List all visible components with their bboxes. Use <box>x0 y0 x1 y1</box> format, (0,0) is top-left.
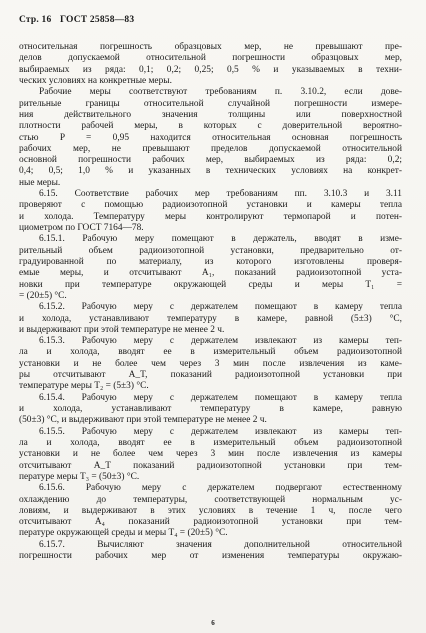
text-line: 6.15.5. Рабочую меру с держателем извлекают из камеры теп- <box>39 426 402 437</box>
text-line: 0,4; 0,5; 1,0 % и указанных в технических условиях на конкрет- <box>19 166 402 177</box>
text-line: = (20±5) °С. <box>19 290 67 301</box>
text-line: выбираемых из ряда: 0,1; 0,2; 0,25; 0,5 % и указываемых в техни- <box>19 64 402 75</box>
text-line: и холода, устанавливают температуру в камере, равной (5±3) °С, <box>19 313 402 324</box>
text-line: относительная погрешность образцовых мер, не превышают пре- <box>19 42 402 52</box>
page-footer-marker: 6 <box>211 619 215 627</box>
text-line: 6.15. Соответствие рабочих мер требованиям пп. 3.10.3 и 3.11 <box>39 189 402 200</box>
text-line: ческих условиях на конкретные меры. <box>19 75 172 86</box>
text-line: (50±3) °С, и выдерживают при этой температуре не менее 2 ч. <box>19 415 267 426</box>
text-line: отсчитывают A₄ показаний радиоизотопной установки при тем- <box>19 517 402 528</box>
text-line: новки при температуре окружающей среды и меры T₁ = <box>19 279 402 290</box>
text-line: рительные границы относительной случайной погрешности измере- <box>19 98 402 109</box>
text-line: ла и холода, вводят ее в измерительный объем радиоизотопной <box>19 347 402 358</box>
page-header <box>19 16 134 26</box>
text-line: 6.15.1. Рабочую меру помещают в держатель, вводят в изме- <box>39 234 402 245</box>
body-text <box>19 42 402 562</box>
text-line: установки и не более чем через 3 мин после извлечения из камеры <box>19 449 402 460</box>
text-line: ры отсчитывают A_T, показаний радиоизотопной установки при <box>19 370 402 381</box>
text-line: ла и холода, вводят ее в измерительный объем радиоизотопной <box>19 437 402 448</box>
text-line: стью P = 0,95 находится относительная основная погрешность <box>19 132 402 143</box>
text-line: температуре меры T₂ = (5±3) °С. <box>19 381 149 392</box>
text-line: Рабочие меры соответствуют требованиям п. 3.10.2, если дове- <box>39 87 402 98</box>
page-number-label: Стр. 16 <box>19 15 52 25</box>
text-line: 6.15.4. Рабочую меру с держателем помещают в камеру тепла <box>39 392 402 403</box>
text-line: 6.15.7. Вычисляют значения дополнительной относительной <box>39 539 402 550</box>
text-line: основной погрешности рабочих мер, выбираемых из ряда: 0,2; <box>19 155 402 166</box>
text-line: ловиям, и выдерживают в этих условиях в течение 1 ч, после чего <box>19 505 402 516</box>
text-line: ния действительного значения толщины или поверхностной <box>19 109 402 120</box>
text-line: пературе окружающей среды и меры T₄ = (20±5) °С. <box>19 528 228 539</box>
text-line: отсчитывают A_T показаний радиоизотопной установки при тем- <box>19 460 402 471</box>
text-line: градуированной по материалу, из которого изготовлены проверя- <box>19 256 402 267</box>
standard-designation: ГОСТ 25858—83 <box>60 15 135 25</box>
text-line: проверяют с помощью радиоизотопной установки и камеры тепла <box>19 200 402 211</box>
text-line: и холода, устанавливают температуру в камере, равную <box>19 404 402 414</box>
text-line: пературе меры T₃ = (50±3) °С. <box>19 471 140 482</box>
text-line: охлаждению до температуры, соответствующей нормальным ус- <box>19 494 402 505</box>
text-line: делов допускаемой относительной погрешности образцовых мер, <box>19 53 402 64</box>
text-line: 6.15.3. Рабочую меру с держателем извлекают из камеры теп- <box>39 336 402 347</box>
text-line: ные меры. <box>19 177 61 188</box>
text-line: погрешности рабочих мер от изменения температуры окружаю- <box>19 551 402 562</box>
text-line: 6.15.2. Рабочую меру с держателем помещают в камеру тепла <box>39 302 402 313</box>
text-line: 6.15.6. Рабочую меру с держателем подвергают естественному <box>39 483 402 494</box>
text-line: рабочих мер, не превышают пределов допускаемой относительной <box>19 143 402 154</box>
text-line: плотности рабочей меры, в которых с доверительной вероятно- <box>19 121 402 132</box>
text-line: циометром по ГОСТ 7164—78. <box>19 223 144 233</box>
text-line: установки и не более чем через 3 мин после извлечения из каме- <box>19 358 402 369</box>
text-line: и холода. Температуру меры контролируют термопарой и потен- <box>19 211 402 222</box>
text-line: и выдерживают при этой температуре не менее 2 ч. <box>19 324 225 335</box>
text-line: емые меры, и отсчитывают A₁, показаний радиоизотопной уста- <box>19 268 402 279</box>
text-line: рительный объем радиоизотопной установки, предварительно от- <box>19 245 402 256</box>
